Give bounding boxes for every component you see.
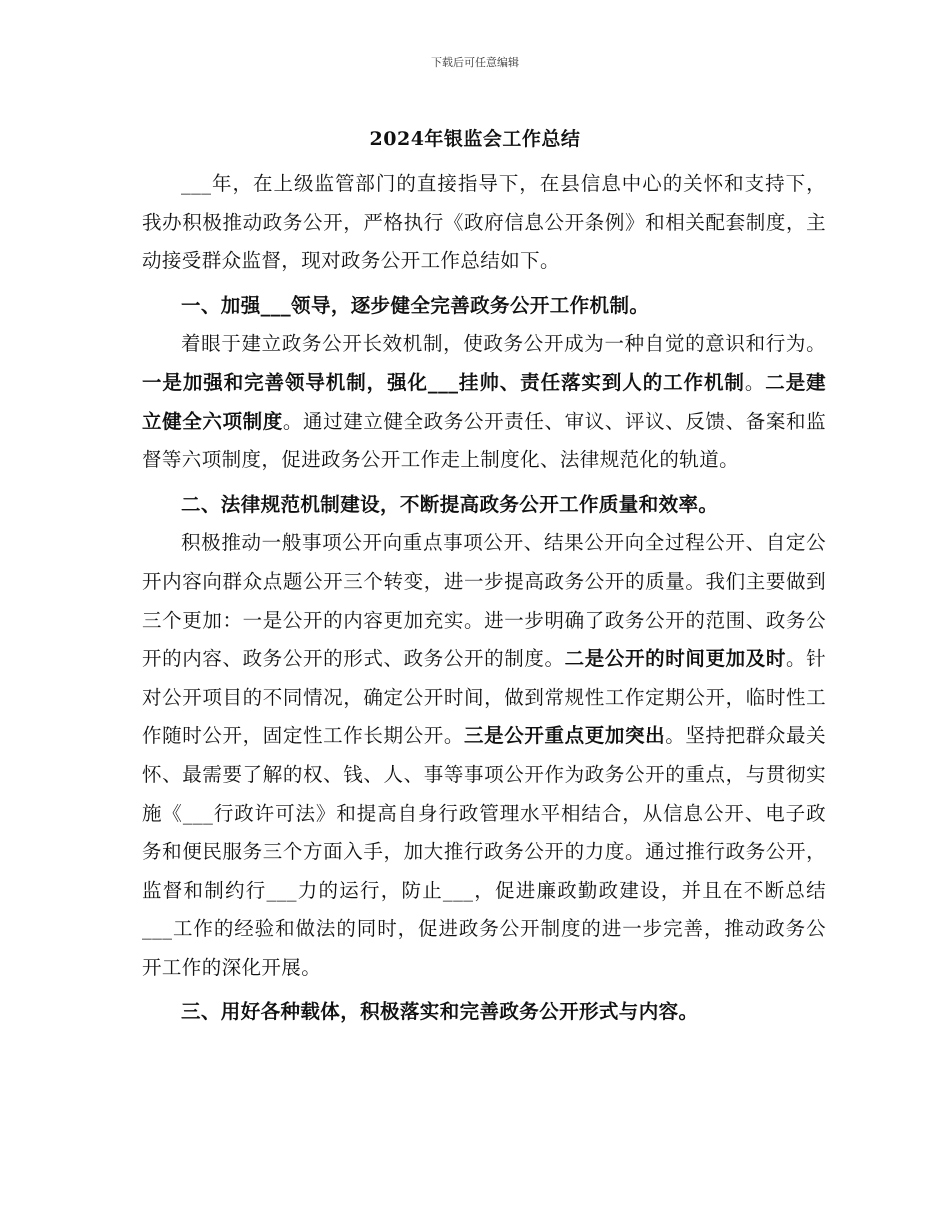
bold-text-run: 二是建立健全六项制度 [142, 370, 827, 433]
text-run: 积极推动一般事项公开向重点事项公开、结果公开向全过程公开、自定公开内容向群众点题公开三个转变，进一步提高政务公开的质量。我们主要做到三个更加：一是公开的内容更加充实。进一步明确了政务公开的范围、政务公开的内容、政务公开的形式、政务公开的制度。 [142, 531, 826, 671]
bold-text-run: 二是公开的时间更加及时 [564, 647, 786, 671]
section-heading-1: 一、加强___领导，逐步健全完善政务公开工作机制。 [181, 293, 650, 317]
text-run: 。针对公开项目的不同情况，确定公开时间，做到常规性工作定期公开，临时性工作随时公开，固定性工作长期公开。 [142, 647, 826, 748]
document-body [142, 165, 826, 1032]
document-title: 2024年银监会工作总结 [369, 128, 581, 150]
header-note: 下载后可任意编辑 [431, 56, 519, 69]
text-run: 着眼于建立政务公开长效机制，使政务公开成为一种自觉的意识和行为。 [181, 332, 826, 356]
bold-text-run: 一是加强和完善领导机制，强化___挂帅、责任落实到人的工作机制 [142, 370, 745, 394]
section-2-paragraph [142, 524, 826, 987]
text-run: 。 [744, 370, 766, 394]
intro-paragraph: ___年，在上级监管部门的直接指导下，在县信息中心的关怀和支持下，我办积极推动政务公开，严格执行《政府信息公开条例》和相关配套制度，主动接受群众监督，现对政务公开工作总结如下。 [142, 172, 826, 273]
text-run: 。通过建立健全政务公开责任、审议、评议、反馈、备案和监督等六项制度，促进政务公开工作走上制度化、法律规范化的轨道。 [142, 409, 826, 472]
section-1-paragraph [142, 325, 826, 479]
bold-text-run: 三是公开重点更加突出 [463, 724, 666, 748]
text-run: 。坚持把群众最关怀、最需要了解的权、钱、人、事等事项公开作为政务公开的重点，与贯彻实施《___行政许可法》和提高自身行政管理水平相结合，从信息公开、电子政务和便民服务三个方面入手，加大推行政务公开的力度。通过推行政务公开，监督和制约行___力的运行，防止___，促进廉政勤政建设，并且在不断总结___工作的经验和做法的同时，促进政务公开制度的进一步完善，推动政务公开工作的深化开展。 [142, 724, 826, 979]
section-heading-2: 二、法律规范机制建设，不断提高政务公开工作质量和效率。 [181, 492, 719, 516]
section-heading-3: 三、用好各种载体，积极落实和完善政务公开形式与内容。 [181, 1000, 699, 1024]
